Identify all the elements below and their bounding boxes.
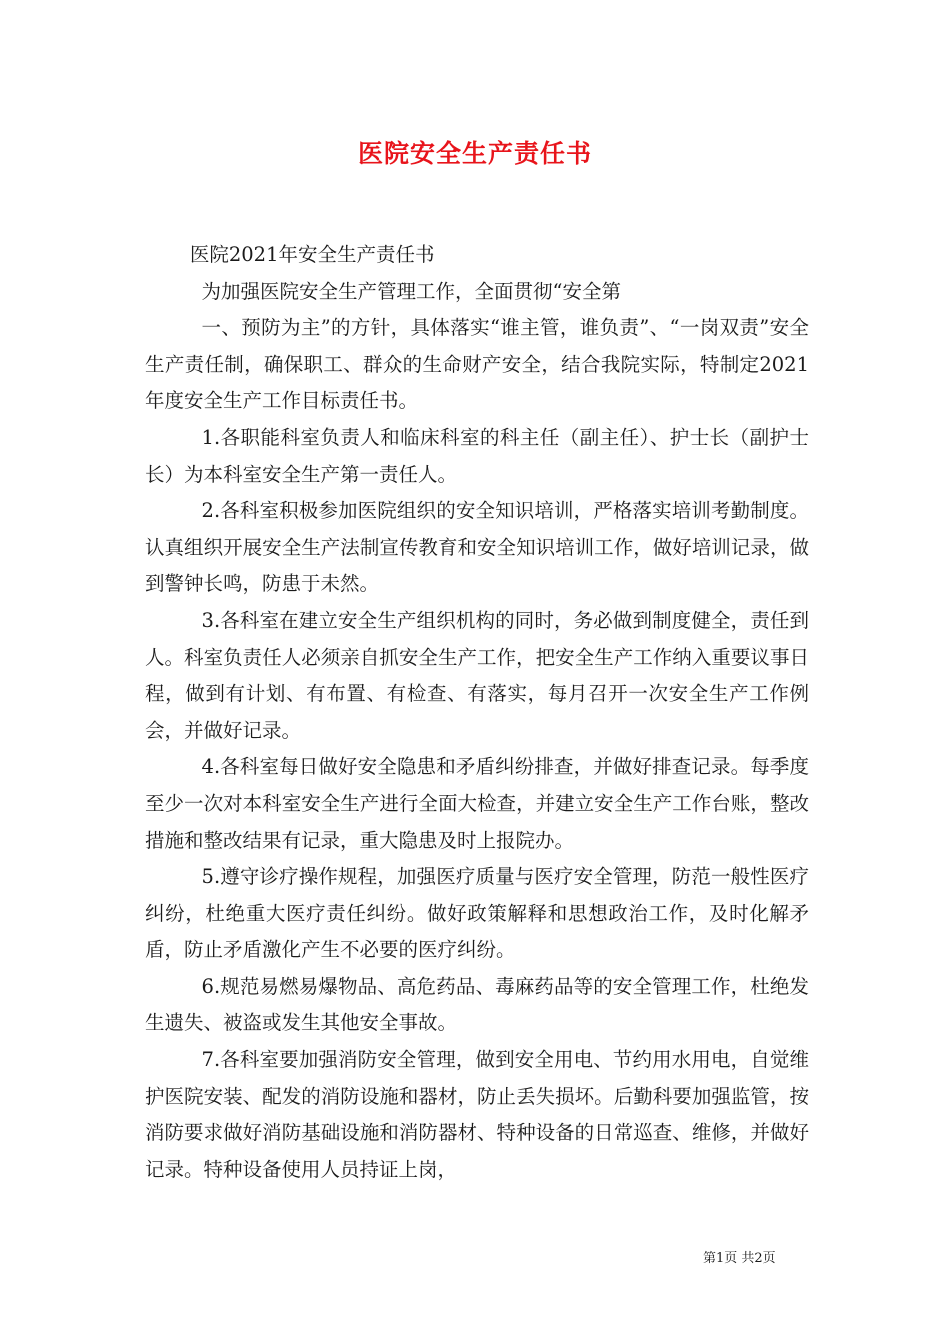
paragraph-item-6: 6.规范易燃易爆物品、高危药品、毒麻药品等的安全管理工作，杜绝发生遗失、被盗或发生其他安全事故。 <box>145 974 809 1035</box>
paragraph-item-2: 2.各科室积极参加医院组织的安全知识培训，严格落实培训考勤制度。认真组织开展安全生产法制宣传教育和安全知识培训工作，做好培训记录，做到警钟长鸣，防患于未然。 <box>145 499 809 596</box>
paragraph-item-3: 3.各科室在建立安全生产组织机构的同时，务必做到制度健全，责任到人。科室负责任人必须亲自抓安全生产工作，把安全生产工作纳入重要议事日程，做到有计划、有布置、有检查、有落实，每月召开一次安全生产工作例会，并做好记录。 <box>145 608 809 742</box>
paragraph-item-4: 4.各科室每日做好安全隐患和矛盾纠纷排查，并做好排查记录。每季度至少一次对本科室安全生产进行全面大检查，并建立安全生产工作台账，整改措施和整改结果有记录，重大隐患及时上报院办。 <box>145 755 809 852</box>
paragraph-heading: 医院2021年安全生产责任书 <box>189 243 435 266</box>
paragraph-intro: 为加强医院安全生产管理工作，全面贯彻“安全第 <box>201 279 622 303</box>
document-title: 医院安全生产责任书 <box>357 139 592 168</box>
paragraph-item-7: 7.各科室要加强消防安全管理，做到安全用电、节约用水用电，自觉维护医院安装、配发的消防设施和器材，防止丢失损坏。后勤科要加强监管，按消防要求做好消防基础设施和消防器材、特种设备的日常巡查、维修，并做好记录。特种设备使用人员持证上岗， <box>145 1048 809 1181</box>
page-number: 第1页 共2页 <box>703 1251 776 1266</box>
document-body <box>145 237 809 1188</box>
paragraph-intro-cont: 一、预防为主”的方针，具体落实“谁主管，谁负责”、“一岗双责”安全生产责任制，确保职工、群众的生命财产安全，结合我院实际，特制定2021年度安全生产工作目标责任书。 <box>145 316 809 413</box>
paragraph-item-5: 5.遵守诊疗操作规程，加强医疗质量与医疗安全管理，防范一般性医疗纠纷，杜绝重大医疗责任纠纷。做好政策解释和思想政治工作，及时化解矛盾，防止矛盾激化产生不必要的医疗纠纷。 <box>145 865 809 962</box>
paragraph-item-1: 1.各职能科室负责人和临床科室的科主任（副主任）、护士长（副护士长）为本科室安全生产第一责任人。 <box>145 425 809 486</box>
